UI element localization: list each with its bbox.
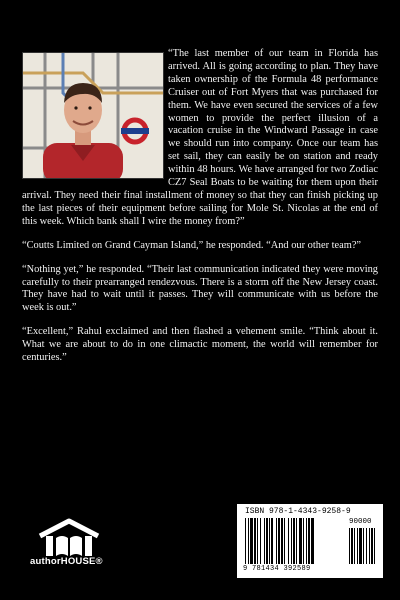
barcode-bar (266, 518, 268, 564)
barcode-bar (363, 528, 364, 564)
ean-digits: 9 781434 392589 (243, 565, 311, 573)
barcode-bar (254, 518, 256, 564)
barcode-bar (257, 518, 258, 564)
barcode-bar (354, 528, 355, 564)
barcode-bar (250, 518, 253, 564)
barcode-bar (359, 528, 362, 564)
paragraph: “The last member of our team in Florida has arrived. All is going according to plan. They have taken ownership of the Formula 48 performance Cruiser out of Fort Myers that was purchased for them. We have even secured the services of a few women to provide the perfect illusion of a vacation cruise in the Windward Passage in case we should run into company. Once our team has set sail, they can easily be on station and ready within 48 hours. We have arranged for two Zodiac CZ7 Seal Boats to be waiting for them upon their arrival. They need their final installment of money so that they can finish picking up the last pieces of their equipment before sailing for Mole St. Nicolas at the end of this week. Which bank shall I wire the money from?” (22, 48, 378, 227)
barcode-bar (245, 518, 246, 564)
paragraph: “Excellent,” Rahul exclaimed and then flashed a vehement smile. “Think about it. What we are about to do in one climactic moment, the world will remember for centuries.” (22, 326, 378, 364)
barcode-bar (278, 518, 280, 564)
barcode-bar (291, 518, 292, 564)
barcode-bar (293, 518, 295, 564)
price-code: 90000 (349, 518, 372, 526)
photo-spacer (22, 48, 168, 180)
barcode-bar (371, 528, 373, 564)
barcode-bar (260, 518, 261, 564)
publisher-name: authorHOUSE® (30, 556, 103, 567)
barcode-bar (303, 518, 304, 564)
barcode-bar (351, 528, 353, 564)
barcode-bar (276, 518, 277, 564)
barcode-bar (349, 528, 350, 564)
barcode-bar (306, 518, 307, 564)
barcode-bar (366, 528, 367, 564)
barcode-bar (296, 518, 297, 564)
barcode-bar (264, 518, 265, 564)
book-house-icon (34, 518, 104, 580)
barcode-bar (269, 518, 270, 564)
paragraph: “Nothing yet,” he responded. “Their last communication indicated they were moving carefully to their prearranged rendezvous. There is a storm off the New Jersey coast. They have had to wait until it passes. They will communicate with us before the week is out.” (22, 263, 378, 314)
barcode-bar (357, 528, 358, 564)
barcode-bar (281, 518, 283, 564)
isbn-barcode (237, 504, 383, 578)
barcode-bar (369, 528, 370, 564)
barcode-bar (299, 518, 302, 564)
barcode-bar (271, 518, 273, 564)
barcode-bar (311, 518, 314, 564)
barcode-bar (288, 518, 289, 564)
back-cover-text (22, 48, 378, 376)
isbn-text: ISBN 978-1-4343-9258-9 (245, 507, 351, 516)
barcode-bar (308, 518, 310, 564)
paragraph: “Coutts Limited on Grand Cayman Island,” he responded. “And our other team?” (22, 239, 362, 251)
barcode-bar (374, 528, 375, 564)
barcode-bar (248, 518, 249, 564)
barcode-bar (284, 518, 285, 564)
